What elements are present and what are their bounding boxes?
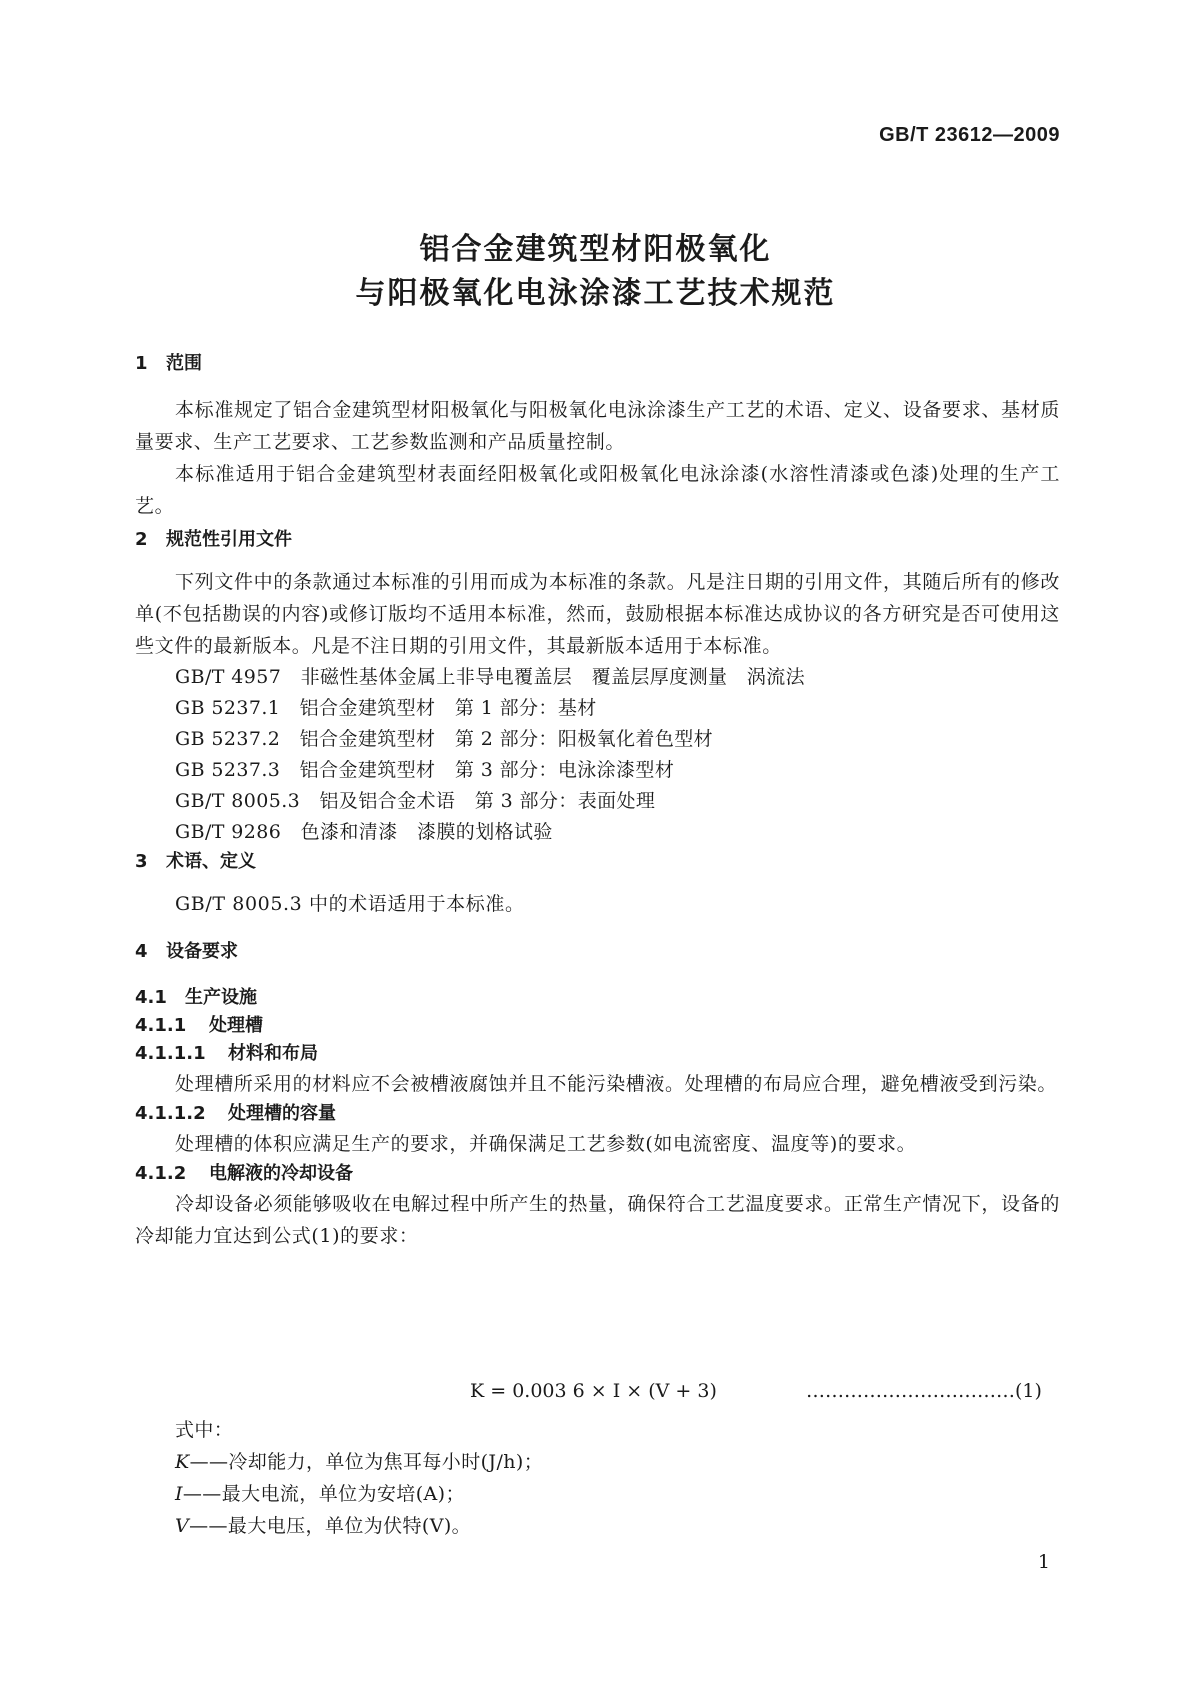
section-1 bbox=[135, 350, 1060, 378]
reference-item: GB/T 4957 非磁性基体金属上非导电覆盖层 覆盖层厚度测量 涡流法 bbox=[175, 666, 806, 688]
formula-expression: K = 0.003 6 × I × (V + 3) bbox=[470, 1380, 717, 1402]
section-4-1 bbox=[135, 984, 1060, 1252]
reference-item: GB 5237.2 铝合金建筑型材 第 2 部分：阳极氧化着色型材 bbox=[175, 728, 714, 750]
section-title: 术语、定义 bbox=[166, 851, 256, 872]
section-number: 3 bbox=[135, 851, 148, 872]
section-number: 4 bbox=[135, 941, 148, 962]
section-title: 电解液的冷却设备 bbox=[209, 1163, 353, 1184]
section-number: 4.1.1.2 bbox=[135, 1103, 206, 1124]
section-heading bbox=[135, 526, 1060, 554]
section-heading bbox=[135, 938, 1060, 966]
reference-item: GB 5237.3 铝合金建筑型材 第 3 部分：电泳涂漆型材 bbox=[175, 759, 675, 781]
paragraph: 下列文件中的条款通过本标准的引用而成为本标准的条款。凡是注日期的引用文件，其随后所有的修改单(不包括勘误的内容)或修订版均不适用本标准，然而，鼓励根据本标准达成协议的各方研究是否可使用这些文件的最新版本。凡是不注日期的引用文件，其最新版本适用于本标准。 bbox=[135, 571, 1060, 657]
section-number: 4.1 bbox=[135, 987, 167, 1008]
formula-where bbox=[135, 1414, 1060, 1542]
page-number: 1 bbox=[1037, 1551, 1050, 1573]
section-3 bbox=[135, 848, 1060, 876]
variable-symbol: K bbox=[175, 1451, 190, 1473]
paragraph: 冷却设备必须能够吸收在电解过程中所产生的热量，确保符合工艺温度要求。正常生产情况下，设备的冷却能力宜达到公式(1)的要求： bbox=[135, 1193, 1060, 1247]
subsection-heading bbox=[135, 1160, 1060, 1188]
paragraph: 本标准适用于铝合金建筑型材表面经阳极氧化或阳极氧化电泳涂漆(水溶性清漆或色漆)处理的生产工艺。 bbox=[135, 463, 1060, 517]
paragraph: 处理槽的体积应满足生产的要求，并确保满足工艺参数(如电流密度、温度等)的要求。 bbox=[175, 1133, 917, 1155]
section-title: 处理槽 bbox=[209, 1015, 263, 1036]
section-title: 处理槽的容量 bbox=[228, 1103, 336, 1124]
section-number: 4.1.1.1 bbox=[135, 1043, 206, 1064]
reference-item: GB/T 9286 色漆和清漆 漆膜的划格试验 bbox=[175, 821, 553, 843]
section-1-body bbox=[135, 394, 1060, 522]
section-title: 材料和布局 bbox=[228, 1043, 318, 1064]
variable-symbol: I bbox=[175, 1483, 183, 1505]
subsection-heading bbox=[135, 1040, 1060, 1068]
paragraph: 处理槽所采用的材料应不会被槽液腐蚀并且不能污染槽液。处理槽的布局应合理，避免槽液受到污染。 bbox=[175, 1073, 1058, 1095]
where-label: 式中： bbox=[175, 1419, 234, 1441]
variable-definition bbox=[135, 1446, 1060, 1478]
reference-item: GB 5237.1 铝合金建筑型材 第 1 部分：基材 bbox=[175, 697, 597, 719]
section-number: 2 bbox=[135, 529, 148, 550]
section-heading bbox=[135, 848, 1060, 876]
paragraph: GB/T 8005.3 中的术语适用于本标准。 bbox=[175, 893, 525, 915]
variable-description: ——最大电压，单位为伏特(V)。 bbox=[189, 1515, 472, 1537]
variable-description: ——冷却能力，单位为焦耳每小时(J/h)； bbox=[189, 1451, 544, 1473]
section-title: 设备要求 bbox=[166, 941, 238, 962]
subsection-heading bbox=[135, 1012, 1060, 1040]
section-number: 4.1.2 bbox=[135, 1163, 187, 1184]
paragraph: 本标准规定了铝合金建筑型材阳极氧化与阳极氧化电泳涂漆生产工艺的术语、定义、设备要求、基材质量要求、生产工艺要求、工艺参数监测和产品质量控制。 bbox=[135, 399, 1060, 453]
variable-symbol: V bbox=[175, 1515, 190, 1537]
section-2-body bbox=[135, 566, 1060, 848]
subsection-heading bbox=[135, 984, 1060, 1012]
section-heading bbox=[135, 350, 1060, 378]
document-title bbox=[0, 228, 1191, 316]
standard-number: GB/T 23612—2009 bbox=[879, 124, 1060, 146]
variable-definition bbox=[135, 1510, 1060, 1542]
subsection-heading bbox=[135, 1100, 1060, 1128]
section-number: 1 bbox=[135, 353, 148, 374]
formula-number: ……………………………(1) bbox=[806, 1380, 1042, 1402]
section-number: 4.1.1 bbox=[135, 1015, 187, 1036]
section-3-body bbox=[135, 888, 1060, 920]
reference-item: GB/T 8005.3 铝及铝合金术语 第 3 部分：表面处理 bbox=[175, 790, 656, 812]
section-title: 生产设施 bbox=[185, 987, 257, 1008]
title-line-2: 与阳极氧化电泳涂漆工艺技术规范 bbox=[355, 276, 836, 311]
section-4 bbox=[135, 938, 1060, 966]
section-title: 范围 bbox=[166, 353, 202, 374]
variable-definition bbox=[135, 1478, 1060, 1510]
section-title: 规范性引用文件 bbox=[166, 529, 292, 550]
title-line-1: 铝合金建筑型材阳极氧化 bbox=[419, 232, 772, 267]
section-2 bbox=[135, 526, 1060, 554]
variable-description: ——最大电流，单位为安培(A)； bbox=[182, 1483, 465, 1505]
